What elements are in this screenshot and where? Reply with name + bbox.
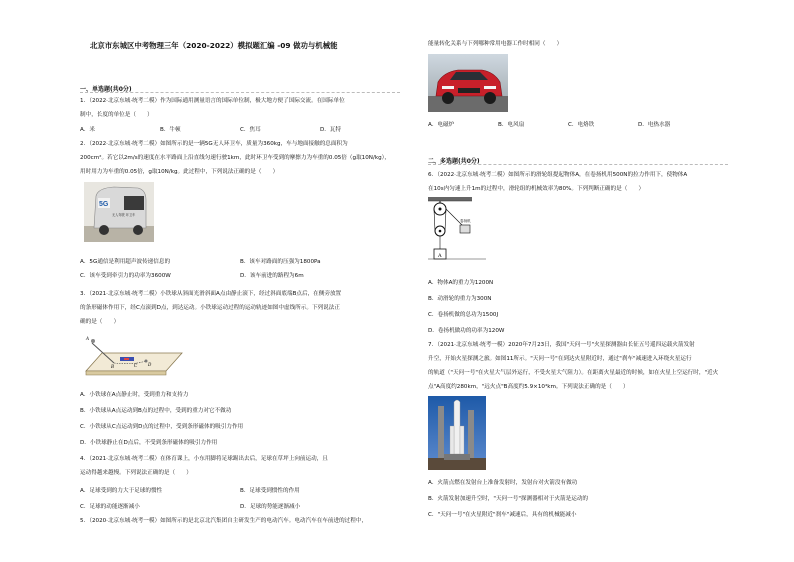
page-title: 北京市东城区中考物理三年（2020-2022）模拟题汇编 -09 做功与机械能 [90,41,338,50]
q3-line3: 确的是（ ） [80,319,120,325]
q7-line1: 7．（2021·北京东城·统考一模）2020年7月23日，我国"天问一号"火星探测器由长征五号遥四运载火箭发射 [428,342,695,348]
section-divider [80,92,400,93]
q5-line2: 能量转化关系与下列哪种常用电器工作时相同（ ） [428,41,563,47]
q2-option-b: B．该车对路面的压强为1800Pa [240,259,321,265]
q1-option-b: B．牛顿 [160,127,181,133]
q3-line2: 的条形磁体作用下，经C点滚到D点，到达运动。小铁球运动过程的运动轨迹如图中虚线所示。下列说法正 [80,305,340,311]
q4-option-c: C．足球的动能逐渐减小 [80,504,140,510]
rocket-launch-figure [428,396,486,470]
electric-car-figure [428,54,508,112]
q3-line1: 3．（2021·北京东城·统考二模）小铁球从斜面光滑斜面A点由静止滚下，经过斜面底端B点后，在侧旁放置 [80,291,342,297]
q7-option-b: B．火箭发射加速升空时，"天问一号"探测器相对于火箭是运动的 [428,496,589,502]
robot-sweeper-figure [84,182,154,242]
q5-option-b: B．电风扇 [498,122,525,128]
q7-option-c: C．"天问一号"在火星附近"刹车"减速后，具有的机械能减小 [428,512,577,518]
q7-option-a: A．火箭点燃在发射台上准备发射时，发射台对火箭没有做功 [428,480,578,486]
q5-option-d: D．电热水器 [638,122,671,128]
winch-label: 卷扬机 [460,219,471,223]
incline-figure [84,331,184,377]
q5-option-a: A．电磁炉 [428,122,455,128]
q2-line3: 用时用力为车重的0.05倍，g取10N/kg。此过程中，下列说法正确的是（ ） [80,169,279,175]
q7-line3: 的轨道（"天问一号"在火星大气层外运行，不受火星大气阻力）。在距离火星最近的时候，如在火星上空运行时，"近火 [428,370,719,376]
q1-line2: 制中，长度的单位是（ ） [80,112,153,118]
q6-option-d: D．卷扬机做功的功率为120W [428,328,505,334]
q7-line4: 点"A高度约280km，"远火点"B高度约5.9×10⁴km。下列说法正确的是（ ） [428,384,629,390]
q4-option-b: B．足球受到惯性的作用 [240,488,300,494]
pulley-label-a: A [438,253,442,259]
q6-option-c: C．卷扬机做的总功为1500J [428,312,499,318]
q1-line1: 1．（2022·北京东城·统考二模）作为国际通用测量语言的国际单位制，极大地方便了国际交流。在国际单位 [80,98,345,104]
section1-heading: 一、单选题(共0分) [80,86,132,93]
q2-option-d: D．该车前进的路程为6m [240,273,304,279]
q3-option-d: D．小铁球静止在D点后，不受到条形磁体的吸引力作用 [80,440,218,446]
q6-option-b: B．动滑轮的重力为300N [428,296,492,302]
robot-badge: 5G [99,201,109,208]
q3-option-a: A．小铁球在A点静止时，受到重力和支持力 [80,392,189,398]
robot-text: 无人驾驶 环卫车 [112,213,136,217]
q6-option-a: A．物体A的重力为1200N [428,280,494,286]
q5-option-c: C．电烙铁 [568,122,595,128]
q5-line1: 5．（2020·北京东城·统考一模）如图所示的是北京北汽集团自主研发生产的电动汽车。电动汽车在车前进的过程中， [80,518,368,524]
q4-line1: 4．（2021·北京东城·统考二模）在体育课上，小东用脚将足球踢出去后，足球在草坪上向前运动，且 [80,456,328,462]
q2-line1: 2．（2022·北京东城·统考二模）如图所示的是一辆5G无人环卫车，质量为360kg，车与地面接触的总面积为 [80,141,348,147]
section-divider-2 [428,164,728,165]
q2-option-c: C．该车受到牵引力的功率为3600W [80,273,171,279]
q2-line2: 200cm²。若它以2m/s的速度在水平路面上沿直线匀速行驶1km，此时环卫车受到的摩擦力为车重的0.05倍（g取10N/kg）， [80,155,391,161]
q6-line2: 在10s内匀速上升1m的过程中，滑轮组的机械效率为80%。下列判断正确的是（ ） [428,186,645,192]
q1-option-a: A．米 [80,127,96,133]
q6-line1: 6．（2022·北京东城·统考二模）如图所示的滑轮组提起物体A，在卷扬机用500N的拉力作用下，使物体A [428,172,688,178]
q4-option-a: A．足球受到的力大于足球的惯性 [80,488,163,494]
q4-option-d: D．足球的势能逐渐减小 [240,504,301,510]
q3-option-c: C．小铁球从C点运动到D点的过程中，受到条形磁体的吸引力作用 [80,424,244,430]
incline-label-d: D [148,362,152,367]
q1-option-d: D．瓦特 [320,127,342,133]
q4-line2: 运动得越来越慢。下列说法正确的是（ ） [80,470,192,476]
incline-label-c: C [134,363,138,368]
incline-label-a: A [86,336,90,341]
q2-option-a: A．5G通信是利用超声波传递信息的 [80,259,171,265]
section2-heading: 二、多选题(共0分) [428,158,480,165]
q3-option-b: B．小铁球从A点运动到B点的过程中，受到的重力对它不做功 [80,408,232,414]
q7-line2: 升空，开始火星探测之旅。如图11所示。"天问一号"在到达火星附近时，通过"刹车"减速进入环绕火星运行 [428,356,692,362]
pulley-figure [428,197,488,263]
incline-label-b: B [111,364,115,369]
q1-option-c: C．焦耳 [240,127,261,133]
